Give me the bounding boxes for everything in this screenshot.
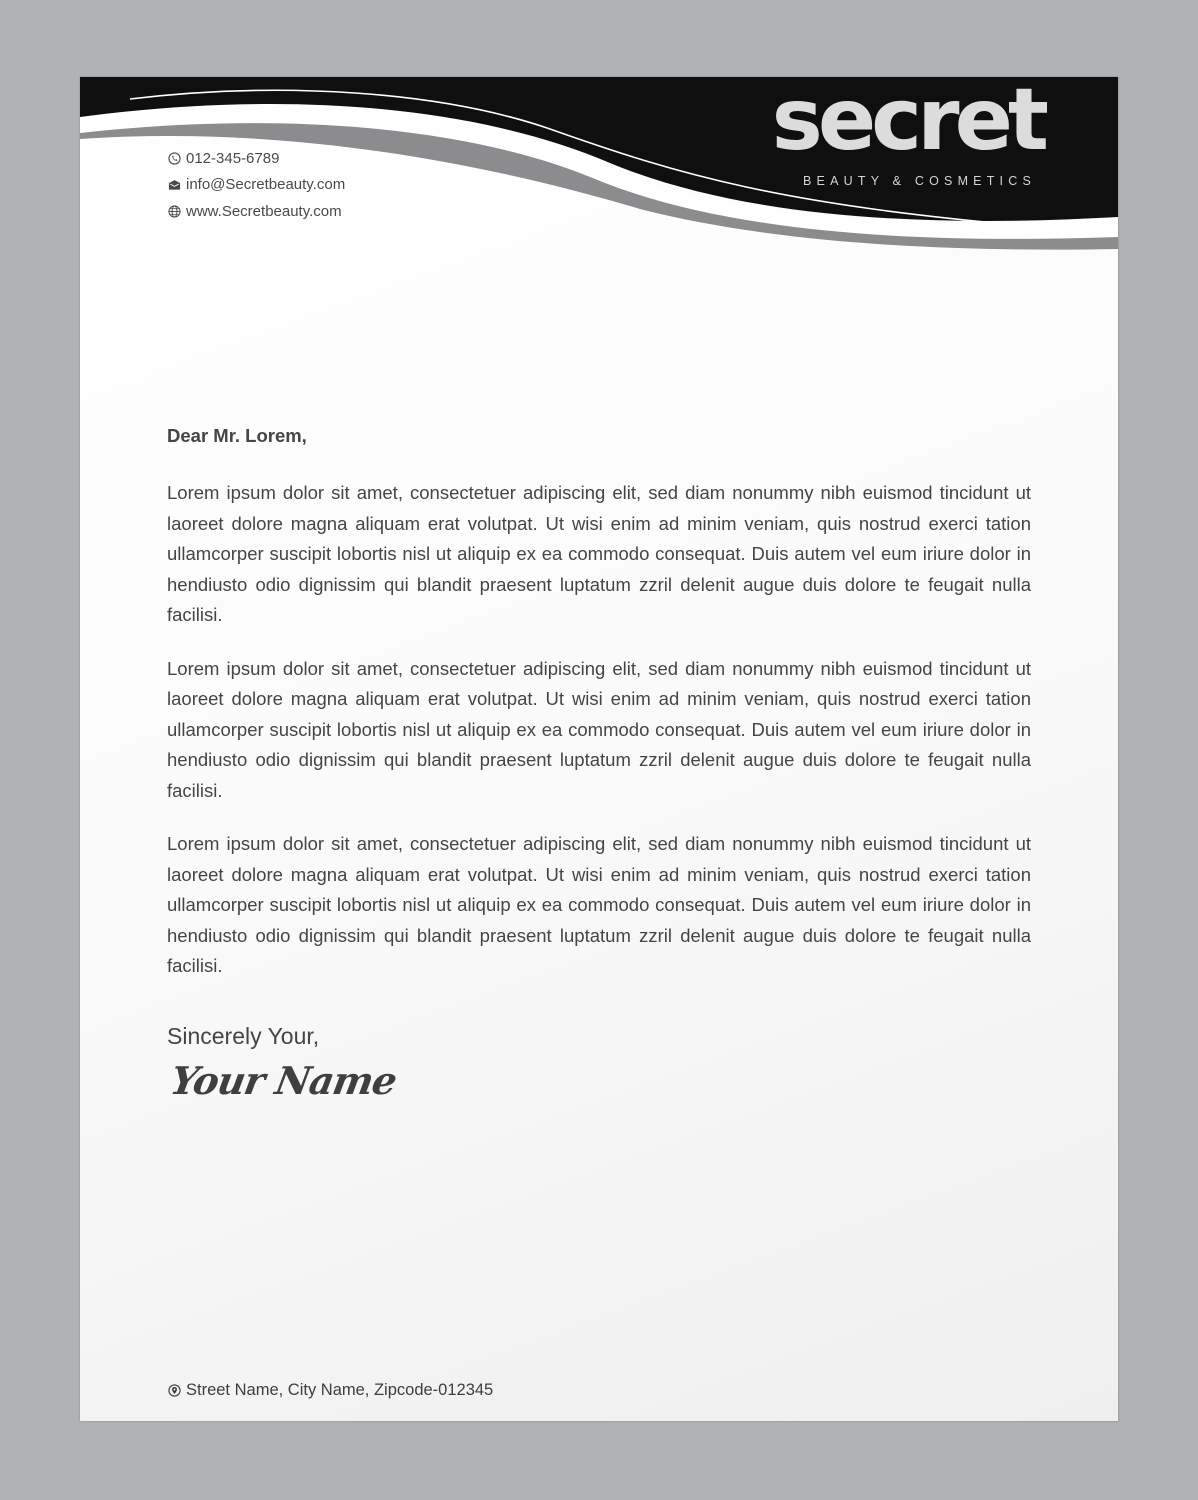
brand-tagline: BEAUTY & COSMETICS <box>803 174 1036 188</box>
location-pin-icon <box>167 1384 181 1398</box>
globe-icon <box>167 204 181 218</box>
footer-address <box>167 1381 493 1400</box>
phone-icon <box>167 151 181 165</box>
signature: Your Name <box>167 1057 400 1103</box>
mail-icon <box>167 178 181 192</box>
paragraph-2: Lorem ipsum dolor sit amet, consectetuer adipiscing elit, sed diam nonummy nibh euismod tincidunt ut laoreet dolore magna aliquam erat volutpat. Ut wisi enim ad minim veniam, quis nostrud exerci tation ullamcorper suscipit lobortis nisl ut aliquip ex ea commodo consequat. Duis autem vel eum iriure dolor in hendiusto odio dignissim qui blandit praesent luptatum zzril delenit augue duis dolore te feugait nulla facilisi. <box>167 657 1031 801</box>
paragraph-1: Lorem ipsum dolor sit amet, consectetuer adipiscing elit, sed diam nonummy nibh euismod tincidunt ut laoreet dolore magna aliquam erat volutpat. Ut wisi enim ad minim veniam, quis nostrud exerci tation ullamcorper suscipit lobortis nisl ut aliquip ex ea commodo consequat. Duis autem vel eum iriure dolor in hendiusto odio dignissim qui blandit praesent luptatum zzril delenit augue duis dolore te feugait nulla facilisi. <box>167 482 1031 625</box>
contact-phone <box>167 145 345 172</box>
contact-website-text: www.Secretbeauty.com <box>186 202 342 220</box>
salutation: Dear Mr. Lorem, <box>167 425 307 446</box>
closing: Sincerely Your, <box>167 1022 320 1049</box>
contact-block <box>167 145 345 225</box>
contact-email-text: info@Secretbeauty.com <box>186 176 346 194</box>
contact-website <box>167 198 345 225</box>
letterhead-sheet <box>80 77 1118 1421</box>
letter-body <box>167 425 1031 1103</box>
paragraph-3: Lorem ipsum dolor sit amet, consectetuer adipiscing elit, sed diam nonummy nibh euismod tincidunt ut laoreet dolore magna aliquam erat volutpat. Ut wisi enim ad minim veniam, quis nostrud exerci tation ullamcorper suscipit lobortis nisl ut aliquip ex ea commodo consequat. Duis autem vel eum iriure dolor in hendiusto odio dignissim qui blandit praesent luptatum zzril delenit augue duis dolore te feugait nulla facilisi. <box>167 833 1031 976</box>
contact-phone-text: 012-345-6789 <box>186 149 280 167</box>
brand-logo-word: secret <box>771 77 1044 170</box>
footer-address-text: Street Name, City Name, Zipcode-012345 <box>186 1381 494 1399</box>
contact-email <box>167 172 345 199</box>
